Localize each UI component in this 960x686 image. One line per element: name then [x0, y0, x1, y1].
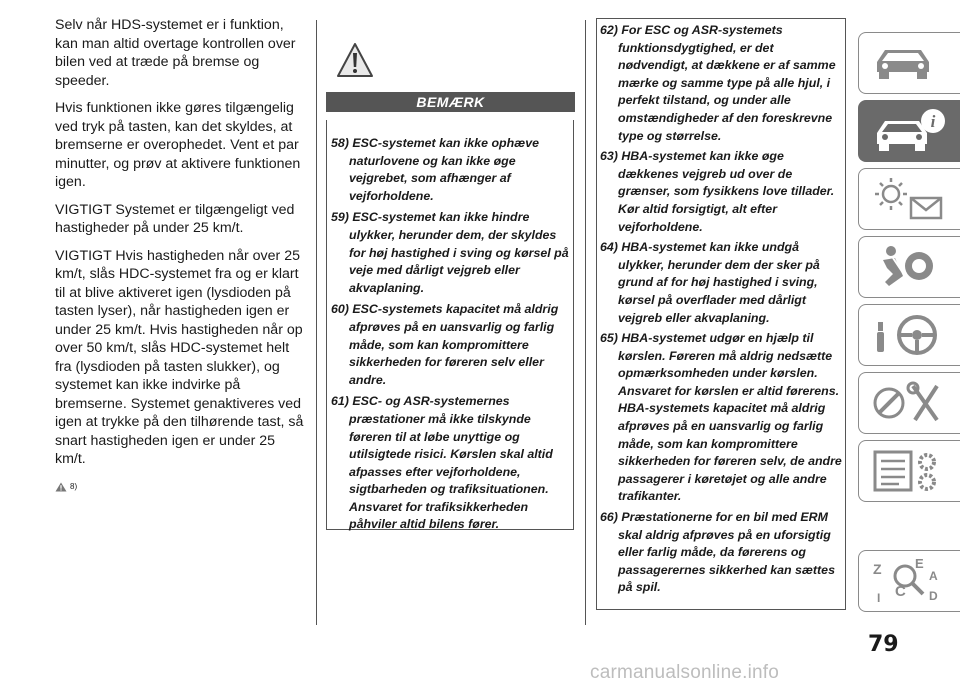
note-item: 62) For ESC og ASR-systemets funktionsdygtighed, er det nødvendigt, at dækkene er af samme mærke og samme type på alle hjul, i perfekt tilstand, og under alle omstændigheder af den foreskrevne type og størrelse. [600, 23, 836, 143]
paragraph: Selv når HDS-systemet er i funktion, kan man altid overtage kontrollen over bilen ved at træde på bremse og speeder. [55, 17, 296, 89]
warning-lights-icon [869, 174, 949, 224]
tab-warning-lights[interactable] [858, 168, 960, 230]
tab-index[interactable] [858, 550, 960, 612]
watermark: carmanualsonline.info [590, 662, 780, 683]
svg-text:D: D [929, 589, 938, 603]
note-header: BEMÆRK [326, 92, 575, 112]
tab-driving[interactable] [858, 304, 960, 366]
note-item: 58) ESC-systemet kan ikke ophæve naturlovene og kan ikke øge vejgrebet, som afhænger af vejforholdene. [331, 136, 539, 203]
note-item: 65) HBA-systemet udgør en hjælp til kørslen. Føreren må aldrig nedsætte opmærksomheden under kørslen. Ansvaret for kørslen er altid førerens. HBA-systemets kapacitet må aldrig afprøves på en uansvarlig og farlig måde, som kan kompromittere sikkerheden for føreren selv, de andre passagerer i køretøjet og alle andre trafikanter. [600, 331, 842, 504]
footnote-reference [55, 478, 309, 497]
note-item: 59) ESC-systemet kan ikke hindre ulykker, herunder dem, der skyldes for høj hastighed i sving og kørsel på veje med dårligt vejgreb eller akvaplaning. [331, 210, 569, 295]
note-box-continued [596, 18, 846, 610]
footnote-number: 8) [70, 481, 78, 491]
paragraph: VIGTIGT Systemet er tilgængeligt ved hastigheder på under 25 km/t. [55, 201, 295, 236]
svg-text:E: E [915, 556, 924, 571]
svg-text:A: A [929, 569, 938, 583]
page-number: 79 [868, 632, 899, 657]
tab-car-info[interactable] [858, 100, 960, 162]
paragraph: Hvis funktionen ikke gøres tilgængelig ved tryk på tasten, kan det skyldes, at bremserne er overophedet. Vent et par minutter, og prøv at aktivere funktionen igen. [55, 100, 301, 190]
tab-safety[interactable] [858, 236, 960, 298]
steering-wheel-icon [869, 310, 949, 360]
svg-text:i: i [930, 112, 936, 131]
body-text-column [55, 16, 309, 496]
column-divider [316, 20, 317, 625]
airbag-safety-icon [869, 242, 949, 292]
note-item: 61) ESC- og ASR-systemernes præstationer må ikke tilskynde føreren til at løbe unyttige og utilsigtede risici. Kørslen skal altid afpasses efter vejforholdene, sigtbarheden og trafiksituationen. Ansvaret for trafiksikkerheden påhviler altid bilens fører. [331, 394, 553, 532]
svg-text:I: I [877, 591, 881, 605]
car-info-icon [869, 106, 949, 156]
note-box [326, 120, 574, 530]
note-item: 60) ESC-systemets kapacitet må aldrig afprøves på en uansvarlig og farlig måde, som kan kompromittere sikkerheden for føreren selv eller andre. [331, 302, 559, 387]
car-icon [869, 40, 939, 86]
tab-car[interactable] [858, 32, 960, 94]
note-item: 63) HBA-systemet kan ikke øge dækkenes vejgreb ud over de grænser, som fysikkens love tillader. Kør altid forsigtigt, alt efter vejforholdene. [600, 149, 835, 234]
svg-text:C: C [895, 583, 906, 600]
warning-triangle-icon [55, 482, 67, 492]
index-icon [869, 554, 949, 608]
paragraph: VIGTIGT Hvis hastigheden når over 25 km/t, slås HDC-systemet fra og er klart til at blive aktiveret igen (lysdioden på tasten lyser), når hastigheden igen er under 25 km/t. Hvis hastigheden når op over 50 km/t, slås HDC-systemet helt fra (lysdioden på tasten slukker), og systemet kan ikke indvirke på bremserne. Systemet genaktiveres ved igen at trykke på den tilhørende tast, så snart hastigheden igen er under 25 km/t. [55, 247, 304, 467]
tab-technical-data[interactable] [858, 440, 960, 502]
svg-text:Z: Z [873, 561, 882, 577]
note-item: 66) Præstationerne for en bil med ERM skal aldrig afprøves på en uforsigtig eller farlig måde, da førerens og passagerernes sikkerhed kan sættes på spil. [600, 510, 835, 595]
note-item: 64) HBA-systemet kan ikke undgå ulykker, herunder dem der sker på grund af for høj hastighed i sving, kørsel på overflader med dårligt vejgreb eller akvaplaning. [600, 240, 820, 325]
tools-icon [869, 378, 949, 428]
tab-maintenance[interactable] [858, 372, 960, 434]
column-divider [585, 20, 586, 625]
technical-data-icon [869, 446, 949, 496]
warning-exclamation-icon [336, 42, 374, 78]
